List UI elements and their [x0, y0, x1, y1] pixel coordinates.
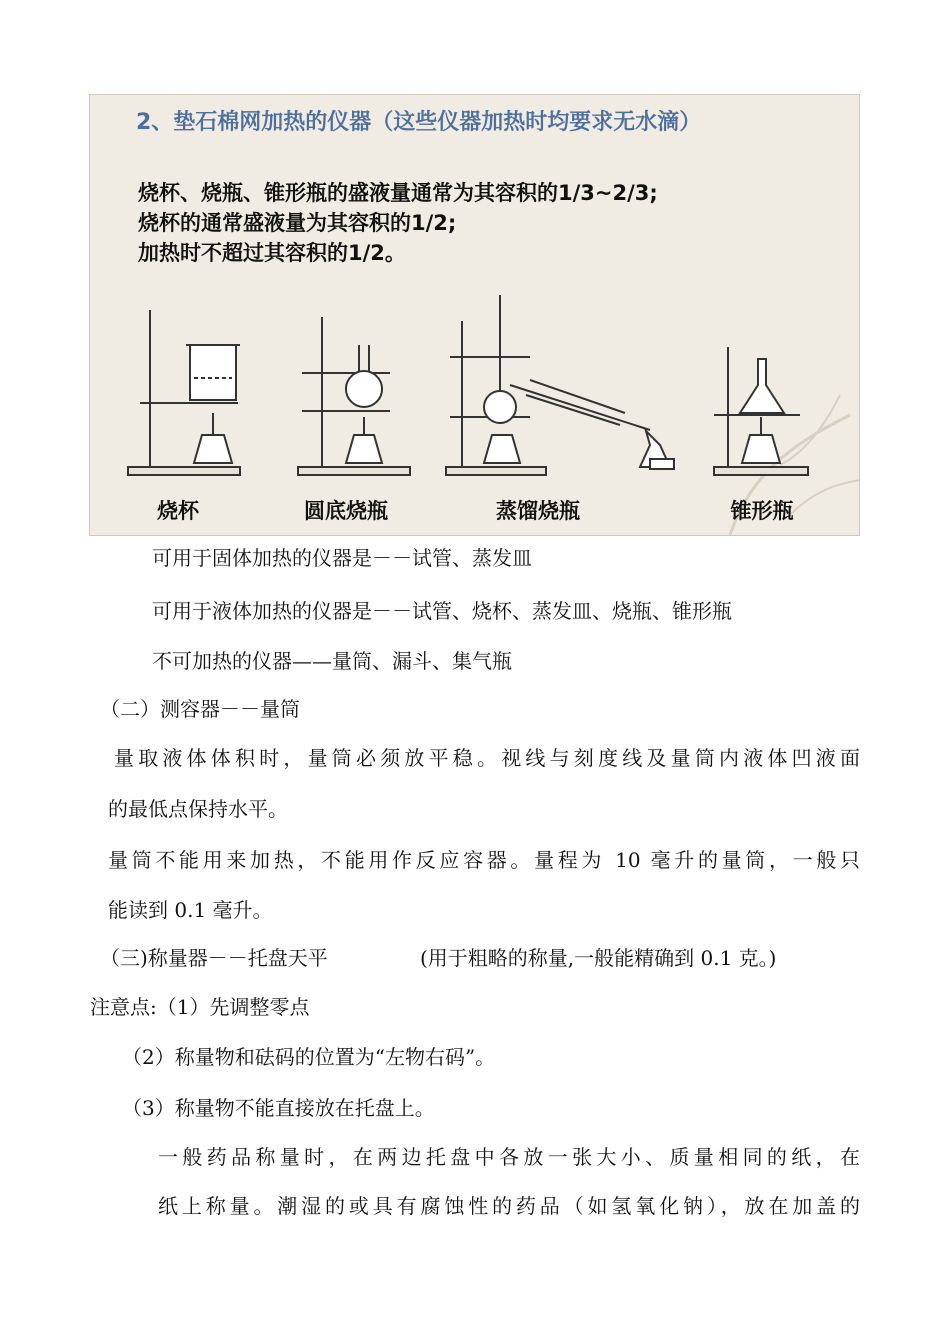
section-heading-balance: （三)称量器－－托盘天平: [100, 946, 328, 970]
figure-title: 2、垫石棉网加热的仪器（这些仪器加热时均要求无水滴）: [136, 110, 702, 135]
round-flask-apparatus: [298, 317, 410, 475]
distillation-apparatus: [446, 295, 674, 475]
apparatus-illustration: [90, 95, 860, 536]
label-beaker: 烧杯: [157, 499, 199, 523]
note-2: （2）称量物和砝码的位置为“左物右码”。: [122, 1045, 496, 1069]
label-conical-flask: 锥形瓶: [730, 499, 794, 523]
liquid-heating-line: 可用于液体加热的仪器是－－试管、烧杯、蒸发皿、烧瓶、锥形瓶: [152, 599, 732, 623]
section-heading-cylinder: （二）测容器－－量筒: [100, 697, 300, 721]
label-round-flask: 圆底烧瓶: [304, 499, 388, 523]
cylinder-paragraph-1-line-2: 的最低点保持水平。: [108, 797, 288, 821]
not-heatable-line: 不可加热的仪器——量筒、漏斗、集气瓶: [152, 649, 512, 673]
note-3: （3）称量物不能直接放在托盘上。: [122, 1096, 435, 1120]
cylinder-paragraph-2-line-2: 能读到 0.1 毫升。: [108, 898, 273, 922]
label-distillation-flask: 蒸馏烧瓶: [496, 499, 580, 523]
apparatus-figure: [89, 94, 860, 536]
note-3-paragraph-line-2: 纸上称量。潮湿的或具有腐蚀性的药品（如氢氧化钠），放在加盖的: [158, 1194, 860, 1218]
balance-precision-note: (用于粗略的称量,一般能精确到 0.1 克。): [420, 946, 777, 970]
solid-heating-line: 可用于固体加热的仪器是－－试管、蒸发皿: [152, 546, 532, 570]
figure-line-3: 加热时不超过其容积的1/2。: [138, 241, 406, 265]
cylinder-paragraph-1-line-1: 量取液体体积时，量筒必须放平稳。视线与刻度线及量筒内液体凹液面: [114, 746, 860, 770]
note-3-paragraph-line-1: 一般药品称量时，在两边托盘中各放一张大小、质量相同的纸，在: [158, 1145, 860, 1169]
cylinder-paragraph-2-line-1: 量筒不能用来加热，不能用作反应容器。量程为 10 毫升的量筒，一般只: [108, 848, 860, 872]
figure-line-1: 烧杯、烧瓶、锥形瓶的盛液量通常为其容积的1/3~2/3;: [138, 181, 658, 205]
note-1: 注意点:（1）先调整零点: [90, 995, 310, 1019]
beaker-apparatus: [128, 310, 240, 475]
figure-line-2: 烧杯的通常盛液量为其容积的1/2;: [138, 211, 457, 235]
